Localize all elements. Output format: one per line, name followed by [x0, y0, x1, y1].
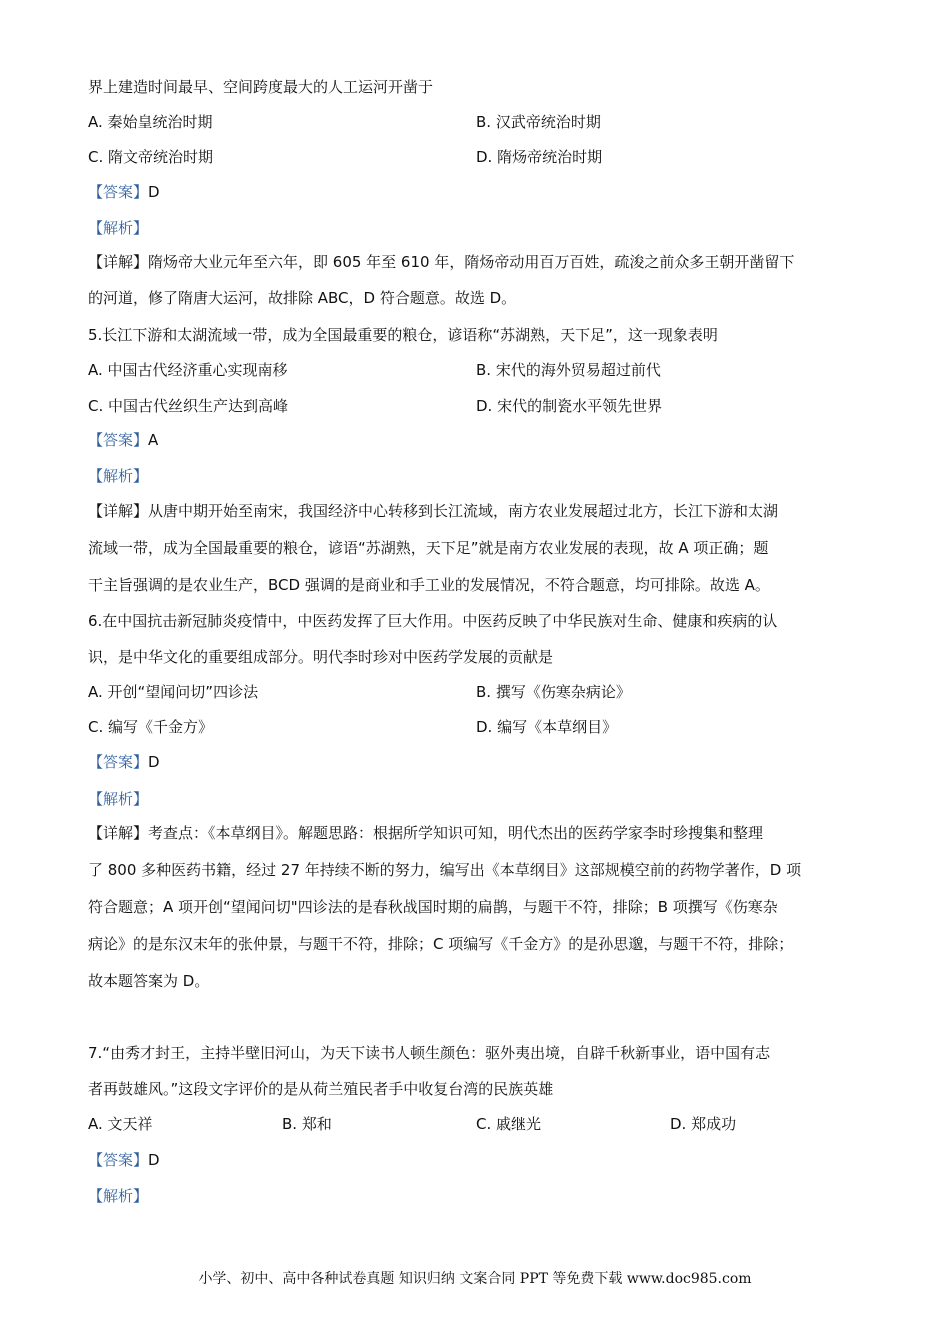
q6-option-d: D. 编写《本草纲目》	[476, 718, 618, 736]
q5-stem: 5.长江下游和太湖流域一带，成为全国最重要的粮仓，谚语称“苏湖熟，天下足”，这一现象表明	[88, 326, 718, 344]
q4-analysis-label: 【解析】	[88, 219, 149, 237]
answer-value: D	[148, 183, 160, 201]
q4-option-a: A. 秦始皇统治时期	[88, 113, 213, 131]
q4-detail-line-2: 的河道，修了隋唐大运河，故排除 ABC，D 符合题意。故选 D。	[88, 289, 517, 307]
q5-option-c: C. 中国古代丝织生产达到高峰	[88, 397, 289, 415]
q7-option-d: D. 郑成功	[670, 1115, 737, 1133]
q5-option-a: A. 中国古代经济重心实现南移	[88, 361, 288, 379]
q7-analysis-label: 【解析】	[88, 1187, 149, 1205]
q7-answer	[88, 1150, 878, 1170]
q5-analysis-label: 【解析】	[88, 467, 149, 485]
answer-label: 【答案】	[88, 1151, 149, 1169]
answer-value: D	[148, 753, 160, 771]
q6-answer	[88, 752, 878, 772]
q6-detail-line-3: 符合题意；A 项开创“望闻问切"四诊法的是春秋战国时期的扁鹊，与题干不符，排除；B 项撰写《伤寒杂	[88, 898, 778, 916]
q6-option-b: B. 撰写《伤寒杂病论》	[476, 683, 631, 701]
q4-answer	[88, 182, 878, 202]
q6-detail-line-2: 了 800 多种医药书籍，经过 27 年持续不断的努力，编写出《本草纲目》这部规模空前的药物学著作，D 项	[88, 861, 802, 879]
q6-analysis-label: 【解析】	[88, 790, 149, 808]
q5-option-b: B. 宋代的海外贸易超过前代	[476, 361, 661, 379]
q4-option-c: C. 隋文帝统治时期	[88, 148, 214, 166]
answer-label: 【答案】	[88, 431, 149, 449]
q7-stem-line-1: 7.“由秀才封王，主持半壁旧河山，为天下读书人顿生颜色：驱外夷出境，自辟千秋新事业，语中国有志	[88, 1044, 771, 1062]
answer-label: 【答案】	[88, 753, 149, 771]
q7-option-b: B. 郑和	[282, 1115, 332, 1133]
q4-detail-line-1: 【详解】隋炀帝大业元年至六年，即 605 年至 610 年，隋炀帝动用百万百姓，疏浚之前众多王朝开凿留下	[88, 253, 795, 271]
q7-stem-line-2: 者再鼓雄风。”这段文字评价的是从荷兰殖民者手中收复台湾的民族英雄	[88, 1080, 554, 1098]
page-footer: 小学、初中、高中各种试卷真题 知识归纳 文案合同 PPT 等免费下载 www.doc985.com	[198, 1271, 752, 1287]
q4-option-d: D. 隋炀帝统治时期	[476, 148, 603, 166]
q5-detail-line-2: 流域一带，成为全国最重要的粮仓，谚语“苏湖熟，天下足”就是南方农业发展的表现，故 A 项正确；题	[88, 539, 769, 557]
q7-option-c: C. 戚继光	[476, 1115, 542, 1133]
q5-answer	[88, 430, 878, 450]
q6-option-c: C. 编写《千金方》	[88, 718, 214, 736]
q6-detail-line-5: 故本题答案为 D。	[88, 972, 210, 990]
answer-label: 【答案】	[88, 183, 149, 201]
q5-option-d: D. 宋代的制瓷水平领先世界	[476, 397, 663, 415]
q5-detail-line-3: 干主旨强调的是农业生产，BCD 强调的是商业和手工业的发展情况，不符合题意，均可排除。故选 A。	[88, 576, 770, 594]
q6-detail-line-4: 病论》的是东汉末年的张仲景，与题干不符，排除；C 项编写《千金方》的是孙思邈，与题干不符，排除；	[88, 935, 794, 953]
answer-value: A	[148, 431, 159, 449]
answer-value: D	[148, 1151, 160, 1169]
q5-detail-line-1: 【详解】从唐中期开始至南宋，我国经济中心转移到长江流域，南方农业发展超过北方，长江下游和太湖	[88, 502, 779, 520]
q4-stem-tail: 界上建造时间最早、空间跨度最大的人工运河开凿于	[88, 78, 434, 96]
q6-detail-line-1: 【详解】考查点：《本草纲目》。解题思路：根据所学知识可知，明代杰出的医药学家李时珍搜集和整理	[88, 824, 764, 842]
q6-stem-line-1: 6.在中国抗击新冠肺炎疫情中，中医药发挥了巨大作用。中医药反映了中华民族对生命、健康和疾病的认	[88, 612, 778, 630]
q4-option-b: B. 汉武帝统治时期	[476, 113, 601, 131]
q7-option-a: A. 文天祥	[88, 1115, 153, 1133]
q6-stem-line-2: 识，是中华文化的重要组成部分。明代李时珍对中医药学发展的贡献是	[88, 648, 554, 666]
q6-option-a: A. 开创“望闻问切”四诊法	[88, 683, 259, 701]
